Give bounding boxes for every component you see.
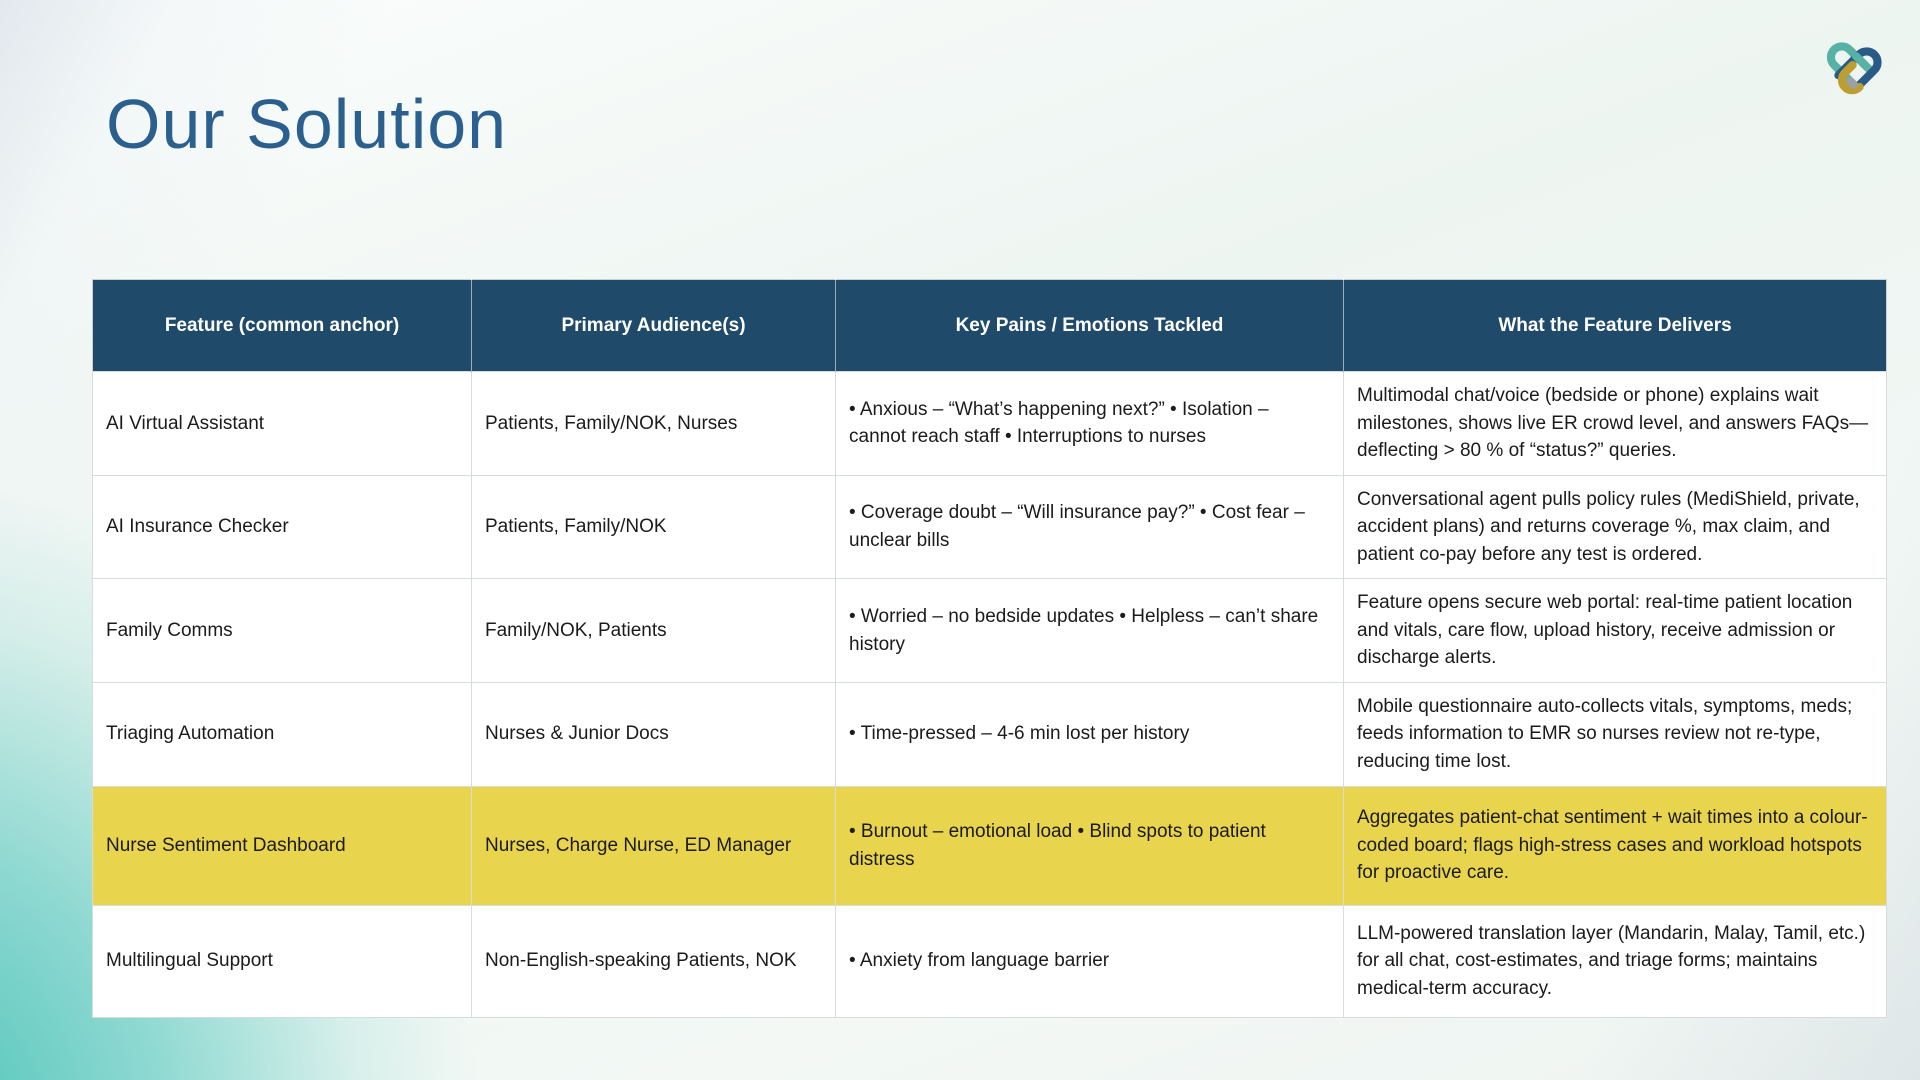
delivers-cell: Mobile questionnaire auto-collects vitals, symptoms, meds; feeds information to EMR so nurses review not re-type, reducing time lost. <box>1344 682 1887 786</box>
pains-cell: • Anxious – “What’s happening next?” • Isolation – cannot reach staff • Interruptions to nurses <box>836 372 1344 476</box>
audience-cell: Patients, Family/NOK, Nurses <box>472 372 836 476</box>
pains-cell: • Time-pressed – 4-6 min lost per history <box>836 682 1344 786</box>
column-header-pains: Key Pains / Emotions Tackled <box>836 280 1344 372</box>
delivers-cell: Aggregates patient-chat sentiment + wait times into a colour-coded board; flags high-stress cases and workload hotspots for proactive care. <box>1344 786 1887 905</box>
pains-cell: • Burnout – emotional load • Blind spots to patient distress <box>836 786 1344 905</box>
table-row <box>93 475 1887 579</box>
table-row-highlighted <box>93 786 1887 905</box>
table-row <box>93 905 1887 1017</box>
audience-cell: Non-English-speaking Patients, NOK <box>472 905 836 1017</box>
delivers-cell: LLM-powered translation layer (Mandarin, Malay, Tamil, etc.) for all chat, cost-estimates, and triage forms; maintains medical-term accuracy. <box>1344 905 1887 1017</box>
column-header-audience: Primary Audience(s) <box>472 280 836 372</box>
delivers-cell: Multimodal chat/voice (bedside or phone) explains wait milestones, shows live ER crowd level, and answers FAQs—deflecting > 80 % of “status?” queries. <box>1344 372 1887 476</box>
pains-cell: • Worried – no bedside updates • Helpless – can’t share history <box>836 579 1344 683</box>
pains-cell: • Anxiety from language barrier <box>836 905 1344 1017</box>
table-header-row <box>93 280 1887 372</box>
brand-knot-logo-icon <box>1818 26 1886 100</box>
page-title: Our Solution <box>106 85 508 163</box>
feature-cell: Multilingual Support <box>93 905 472 1017</box>
table-row <box>93 372 1887 476</box>
audience-cell: Patients, Family/NOK <box>472 475 836 579</box>
table-row <box>93 579 1887 683</box>
audience-cell: Family/NOK, Patients <box>472 579 836 683</box>
audience-cell: Nurses & Junior Docs <box>472 682 836 786</box>
column-header-delivers: What the Feature Delivers <box>1344 280 1887 372</box>
delivers-cell: Feature opens secure web portal: real-time patient location and vitals, care flow, upload history, receive admission or discharge alerts. <box>1344 579 1887 683</box>
feature-cell: Family Comms <box>93 579 472 683</box>
column-header-feature: Feature (common anchor) <box>93 280 472 372</box>
solution-feature-table <box>92 279 1887 1018</box>
feature-cell: Triaging Automation <box>93 682 472 786</box>
pains-cell: • Coverage doubt – “Will insurance pay?” • Cost fear – unclear bills <box>836 475 1344 579</box>
table-row <box>93 682 1887 786</box>
audience-cell: Nurses, Charge Nurse, ED Manager <box>472 786 836 905</box>
feature-cell: Nurse Sentiment Dashboard <box>93 786 472 905</box>
feature-cell: AI Insurance Checker <box>93 475 472 579</box>
feature-cell: AI Virtual Assistant <box>93 372 472 476</box>
delivers-cell: Conversational agent pulls policy rules (MediShield, private, accident plans) and returns coverage %, max claim, and patient co-pay before any test is ordered. <box>1344 475 1887 579</box>
